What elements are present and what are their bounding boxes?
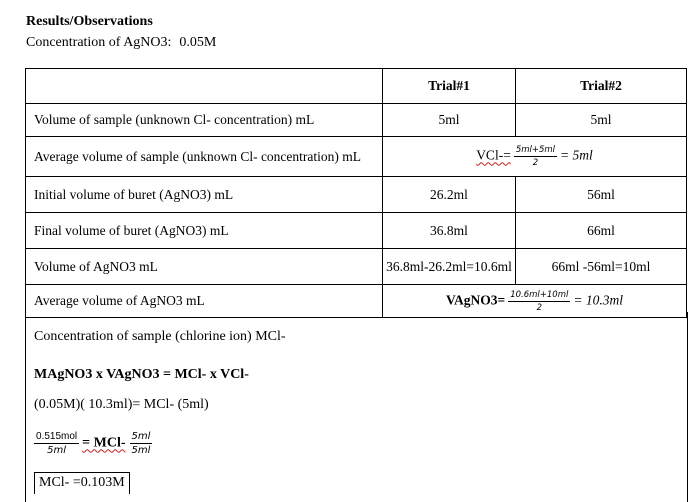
header-trial1: Trial#1	[383, 69, 516, 104]
trial1-value: 36.8ml	[383, 213, 516, 249]
row-label: Initial volume of buret (AgNO3) mL	[26, 177, 383, 213]
volume-fraction	[130, 430, 153, 457]
row-label: Volume of AgNO3 mL	[26, 249, 383, 285]
avg-symbol: VAgNO3=	[446, 292, 506, 308]
trial1-value: 36.8ml-26.2ml=10.6ml	[383, 249, 516, 285]
avg-symbol: VCl-=	[476, 147, 511, 163]
trial1-value: 5ml	[383, 104, 516, 137]
molarity-symbol: = MCl-	[82, 435, 126, 451]
table-header-row	[26, 69, 687, 104]
table-row	[26, 137, 687, 177]
row-label: Average volume of sample (unknown Cl- concentration) mL	[26, 137, 383, 177]
calc-line-5	[34, 472, 130, 494]
calc-line-3: (0.05M)( 10.3ml)= MCl- (5ml)	[34, 397, 209, 412]
table-row	[26, 249, 687, 285]
table-row	[26, 104, 687, 137]
volume-numerator: 5ml	[131, 431, 151, 442]
fraction-numerator: 10.6ml+10ml	[510, 289, 569, 300]
final-answer: MCl- =0.103M	[34, 472, 130, 494]
row-label: Average volume of AgNO3 mL	[26, 285, 383, 318]
table-row	[26, 177, 687, 213]
calculation-box	[25, 312, 688, 502]
row-label: Final volume of buret (AgNO3) mL	[26, 213, 383, 249]
average-sample-formula	[383, 137, 687, 177]
concentration-label: Concentration of AgNO3:	[26, 35, 172, 50]
trial2-value: 66ml	[516, 213, 687, 249]
calc-line-1: Concentration of sample (chlorine ion) MCl-	[34, 329, 286, 344]
moles-denominator: 5ml	[47, 445, 67, 456]
results-table	[25, 68, 687, 318]
moles-fraction	[34, 430, 79, 457]
section-heading: Results/Observations	[26, 14, 153, 29]
header-blank	[26, 69, 383, 104]
calc-line-4	[34, 430, 155, 457]
avg-result: = 5ml	[560, 147, 593, 163]
trial2-value: 5ml	[516, 104, 687, 137]
avg-result: = 10.3ml	[573, 292, 623, 308]
concentration-value: 0.05M	[179, 35, 217, 50]
volume-denominator: 5ml	[131, 445, 151, 456]
concentration-line	[26, 35, 216, 51]
table-row	[26, 213, 687, 249]
header-trial2: Trial#2	[516, 69, 687, 104]
trial1-value: 26.2ml	[383, 177, 516, 213]
trial2-value: 66ml -56ml=10ml	[516, 249, 687, 285]
moles-numerator: 0.515mol	[36, 431, 78, 442]
fraction-denominator: 2	[536, 302, 542, 313]
calc-line-2: MAgNO3 x VAgNO3 = MCl- x VCl-	[34, 367, 249, 382]
trial2-value: 56ml	[516, 177, 687, 213]
row-label: Volume of sample (unknown Cl- concentration) mL	[26, 104, 383, 137]
fraction-denominator: 2	[532, 158, 539, 168]
average-fraction	[514, 144, 557, 169]
fraction-numerator: 5ml+5ml	[515, 145, 556, 155]
average-fraction	[508, 289, 570, 314]
